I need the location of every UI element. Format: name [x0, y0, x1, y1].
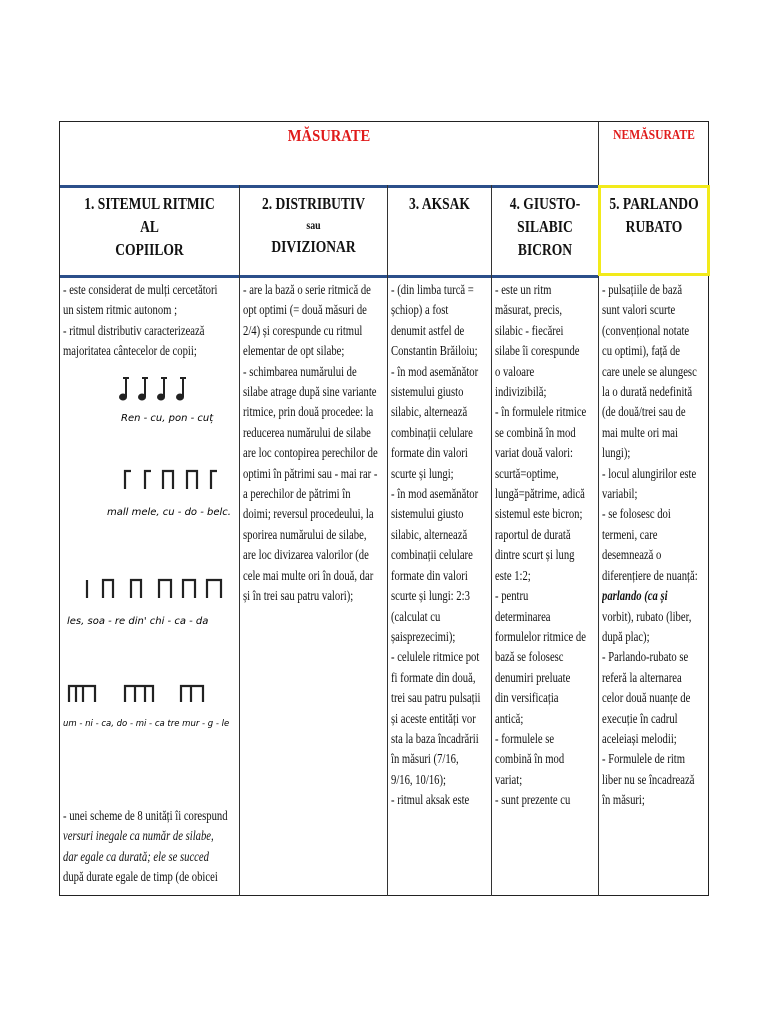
header-5-line2: RUBATO	[625, 217, 683, 236]
example-2-notes	[125, 471, 217, 489]
text-line: - (din limba turcă =	[391, 282, 474, 297]
text-line: denumit astfel de	[391, 322, 465, 338]
text-line: - se folosesc doi	[602, 506, 671, 522]
text-line: formulelor ritmice de	[495, 628, 586, 644]
column-2-body	[243, 280, 386, 894]
text-line: execuție în cadrul	[602, 710, 678, 726]
text-line: - Parlando-rubato se	[602, 649, 689, 665]
text-line: optimi în pătrimi sau - mai rar -	[243, 465, 378, 481]
text-line: - este un ritm	[495, 282, 552, 297]
text-line: lungă=pătrime, adică	[495, 486, 585, 502]
text-line: - formulele se	[495, 730, 555, 746]
text-line: elementar de opt silabe;	[243, 343, 345, 359]
text-line: - este considerat de mulți cercetători	[63, 282, 218, 297]
text-line: scurte și lungi;	[391, 465, 454, 481]
example-4-notes	[69, 686, 203, 702]
measured-title: MĂSURATE	[287, 126, 371, 145]
text-line: combinații celulare	[391, 547, 473, 563]
text-line: combină în mod	[495, 751, 565, 767]
col5-text	[602, 280, 708, 811]
header-1-line1: 1. SITEMUL RITMIC AL	[84, 194, 215, 236]
text-line: - în formulele ritmice	[495, 404, 587, 420]
text-line: referă la alternarea	[602, 669, 682, 685]
text-line: - pentru	[495, 588, 529, 604]
text-line: sunt valori scurte	[602, 302, 676, 318]
unmeasured-title: NEMĂSURATE	[613, 127, 695, 142]
column-1-body	[63, 280, 237, 894]
text-line: (de două/trei sau de	[602, 404, 686, 420]
blue-rule	[60, 185, 598, 188]
text-line: fi formate din două,	[391, 669, 476, 685]
text-line: silabic - fiecărei	[495, 322, 564, 338]
text-line: (convențional notate	[602, 322, 690, 338]
text-line: - sunt prezente cu	[495, 792, 571, 808]
header-3-line1: 3. AKSAK	[409, 194, 470, 213]
column-5-body	[602, 280, 708, 894]
text-line: - ritmul aksak este	[391, 792, 470, 808]
text-line: sistemului giusto	[391, 506, 464, 522]
example-2-lyrics: mall mele, cu - do - belc.	[107, 507, 231, 518]
column-header-3	[397, 192, 481, 215]
text-line: liber nu se încadrează	[602, 771, 695, 787]
col3-text	[391, 280, 490, 811]
text-line: indivizibilă;	[495, 384, 547, 400]
text-line: scurte și lungi: 2:3	[391, 588, 470, 604]
text-line: silabic, alternează	[391, 526, 468, 542]
header-1-line2: COPIILOR	[115, 240, 184, 259]
text-line: variat două valori:	[495, 445, 573, 461]
blue-rule-2	[60, 275, 598, 278]
text-line: - unei scheme de 8 unități îi corespund	[63, 808, 228, 823]
column-header-5	[609, 192, 699, 238]
col-divider-3	[491, 185, 492, 896]
text-line: - are la bază o serie ritmică de	[243, 282, 371, 297]
text-line: doimi; reversul procedeului, la	[243, 506, 374, 522]
text-line: formate din valori	[391, 445, 468, 461]
text-line: în măsuri (7/16,	[391, 751, 459, 767]
text-line: - pulsațiile de bază	[602, 282, 683, 297]
text-line: termeni, care	[602, 526, 658, 542]
text-line: - în mod asemănător	[391, 363, 479, 379]
example-3-lyrics: les, soa - re din' chi - ca - da	[67, 616, 209, 627]
col1-bottom-text	[63, 806, 237, 888]
text-line: măsurat, precis,	[495, 302, 563, 318]
text-line: un sistem ritmic autonom ;	[63, 302, 178, 318]
col2-text	[243, 280, 386, 607]
text-line: dintre scurt și lung	[495, 547, 575, 563]
text-line: reducerea numărului de silabe	[243, 424, 371, 440]
col-divider-2	[387, 185, 388, 896]
text-line: silabic, alternează	[391, 404, 468, 420]
text-line: - locul alungirilor este	[602, 465, 697, 481]
text-line: - celulele ritmice pot	[391, 649, 480, 665]
rhythm-systems-table	[59, 121, 709, 896]
rhythm-examples-image	[63, 364, 237, 802]
header-4-line1: 4. GIUSTO-	[509, 194, 581, 213]
text-line: raportul de durată	[495, 526, 571, 542]
text-line: șaisprezecimi);	[391, 628, 456, 644]
text-line: Constantin Brăiloiu;	[391, 343, 478, 359]
header-4-line2: SILABIC	[517, 217, 573, 236]
text-line-italic: versuri inegale ca număr de silabe,	[63, 828, 214, 844]
text-line: se combină în mod	[495, 424, 576, 440]
text-line: și în trei sau patru valori);	[243, 588, 354, 604]
text-line: (calculat cu	[391, 608, 441, 624]
text-line: variat;	[495, 771, 523, 787]
col-divider-1	[239, 185, 240, 896]
text-line: vorbit), rubato (liber,	[602, 608, 692, 624]
text-line: 2/4) și corespunde cu ritmul	[243, 322, 363, 338]
text-line-italic: dar egale ca durată; ele se succed	[63, 848, 209, 864]
text-line: din versificația	[495, 690, 559, 706]
text-line: majoritatea cântecelor de copii;	[63, 343, 197, 359]
text-line: scurtă=optime,	[495, 465, 559, 481]
text-line: șchiop) a fost	[391, 302, 449, 318]
header-5-line1: 5. PARLANDO	[609, 194, 699, 213]
text-line	[63, 847, 237, 867]
text-line: bază se folosesc	[495, 649, 564, 665]
text-line: variabil;	[602, 486, 638, 502]
text-line: trei sau patru pulsații	[391, 690, 481, 706]
text-line: silabe atrage după sine variante	[243, 384, 377, 400]
text-line: opt optimi (= două măsuri de	[243, 302, 367, 318]
text-line: are loc contopirea perechilor de	[243, 445, 378, 461]
column-3-body	[391, 280, 490, 894]
example-1-lyrics: Ren - cu, pon - cuț	[121, 413, 214, 424]
text-line: - schimbarea numărului de	[243, 363, 357, 379]
column-4-body	[495, 280, 597, 894]
text-line: formate din valori	[391, 567, 468, 583]
column-header-1	[76, 192, 223, 261]
text-line: o valoare	[495, 363, 535, 379]
text-line: - în mod asemănător	[391, 486, 479, 502]
text-line: aceleiași melodii;	[602, 730, 677, 746]
music-notation-figure	[63, 364, 237, 802]
text-line: lungi);	[602, 445, 631, 461]
text-line: la o durată nedefinită	[602, 384, 693, 400]
header-divider	[598, 122, 599, 185]
text-line: sta la baza încadrării	[391, 730, 479, 746]
text-line: combinații celulare	[391, 424, 473, 440]
text-line: mai multe ori mai	[602, 424, 678, 440]
text-line: cu optimi), față de	[602, 343, 680, 359]
header-2-line3: DIVIZIONAR	[271, 237, 356, 256]
text-line: diferențiere de nuanță:	[602, 567, 698, 583]
text-line: sistemul este bicron;	[495, 506, 583, 522]
column-header-4	[502, 192, 589, 261]
header-4-line3: BICRON	[517, 240, 573, 259]
col1-top-text	[63, 280, 237, 362]
example-1-notes	[120, 378, 186, 400]
text-line: și aceste entități vor	[391, 710, 476, 726]
text-line: sporirea numărului de silabe,	[243, 526, 367, 542]
text-line: sistemului giusto	[391, 384, 464, 400]
text-line: antică;	[495, 710, 524, 726]
text-line: celor două nuanțe de	[602, 690, 691, 706]
text-line	[63, 826, 237, 846]
col-divider-4	[598, 185, 599, 896]
text-line: în măsuri;	[602, 792, 645, 808]
text-line: denumiri preluate	[495, 669, 571, 685]
text-line: parlando (ca și	[602, 588, 668, 604]
example-3-notes	[87, 580, 221, 598]
text-line: după durate egale de timp (de obicei	[63, 869, 218, 885]
text-line: 9/16, 10/16);	[391, 771, 446, 787]
text-line: - Formulele de ritm	[602, 751, 686, 767]
example-4-lyrics: um - ni - ca, do - mi - ca tre mur - g - le	[63, 719, 230, 729]
text-line: care unele se alungesc	[602, 363, 697, 379]
text-line: cele mai multe ori în două, dar	[243, 567, 374, 583]
text-line: silabe îi corespunde	[495, 343, 580, 359]
text-line: este 1:2;	[495, 567, 531, 583]
column-header-2	[253, 192, 374, 258]
text-line: are loc divizarea valorilor (de	[243, 547, 369, 563]
col4-text	[495, 280, 597, 811]
text-line: după plac);	[602, 628, 650, 644]
text-line: a perechilor de pătrimi în	[243, 486, 351, 502]
text-line: determinarea	[495, 608, 551, 624]
text-line: - ritmul distributiv caracterizează	[63, 322, 205, 338]
text-line: ritmice, prin două procedee: la	[243, 404, 374, 420]
header-2-line1: 2. DISTRIBUTIV	[261, 194, 366, 213]
text-line: desemnează o	[602, 547, 662, 563]
header-2-line2: sau	[306, 218, 321, 232]
